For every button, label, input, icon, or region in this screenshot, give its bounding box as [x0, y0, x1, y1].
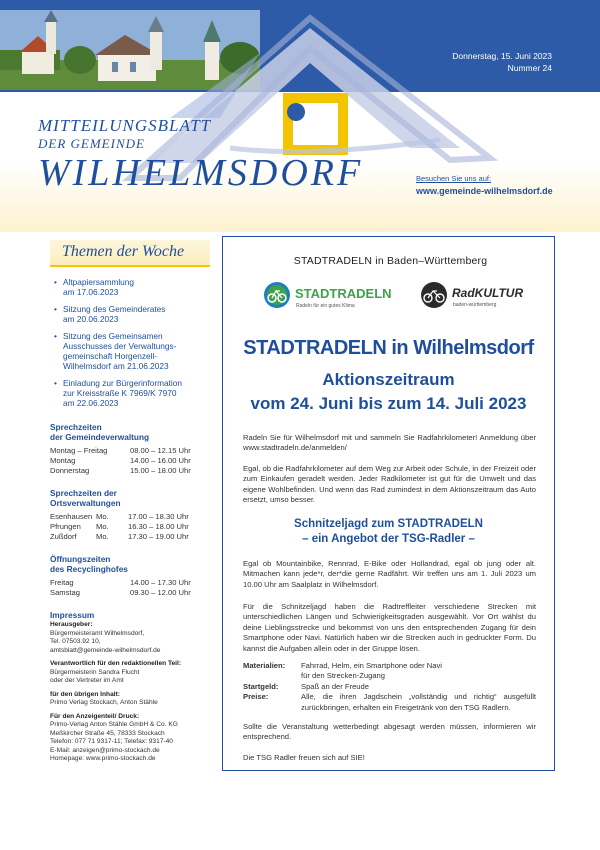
- impressum-line: Primo-Verlag Anton Stähle GmbH & Co. KG: [50, 721, 178, 728]
- paragraph-intro: Egal, ob die Radfahrkilometer auf dem Weg zur Arbeit oder Schule, in der Freizeit oder zum Einkaufen geradelt werden. Jeder Radkilometer ist gut für die Umwelt und das eigene Wohlbefinden. Und wenn das Rad zumindest in dem Aktionszeitraum das Auto ersetzt, umso besser.: [243, 464, 536, 505]
- paragraph-closing: Die TSG Radler freuen sich auf SIE!: [243, 753, 365, 762]
- recycling-heading: Öffnungszeiten des Recyclinghofes: [50, 554, 128, 574]
- time-row: Donnerstag 15.00 – 18.00 Uhr: [50, 466, 191, 475]
- article-subtitle-1: Aktionszeitraum: [322, 370, 455, 389]
- stadtradeln-logo-text: STADTRADELN: [295, 286, 392, 301]
- time-row: Esenhausen Mo. 17.00 – 18.30 Uhr: [50, 512, 189, 521]
- impressum-line: Bürgermeisterin Sandra Flucht: [50, 668, 140, 676]
- paragraph-registration: Radeln Sie für Wilhelmsdorf mit und sammeln Sie Radfahrkilometer! Anmeldung über www.stadtradeln.de/anmelden/: [243, 433, 536, 453]
- logo-panel: [253, 255, 528, 317]
- impressum-subhead: Verantwortlich für den redaktionellen Teil:: [50, 660, 182, 667]
- radkultur-logo-text: RadKULTUR: [452, 286, 524, 300]
- materials-list: [243, 661, 536, 713]
- paragraph-routes: Für die Schnitzeljagd haben die Radtreffleiter verschiedene Strecken mit unterschiedlichen Längen und Schwierigkeitsgraden ausgewählt. Vor Ort wählst du deine Lieblingsstrecke und bekommst von uns den entsprechenden Zugang für dein Smartphone oder Navi. Natürlich haben wir die Strecken auch in gedruckter Form. Du kannst die Aufgaben allein oder in der Gruppe lösen.: [243, 602, 536, 653]
- themen-title: Themen der Woche: [50, 240, 210, 267]
- impressum-subhead: für den übrigen Inhalt:: [50, 690, 120, 698]
- issue-date-block: [452, 50, 552, 74]
- materials-row: Preise: Alle, die ihren Jagdschein „vollständig und richtig“ ausgefüllt zurückbringen, erhalten ein Freigetränk von den TSG Radlern.: [243, 692, 536, 712]
- article-box: [222, 236, 555, 771]
- logo-panel-title: STADTRADELN in Baden–Württemberg: [293, 255, 488, 267]
- sidebar: [50, 240, 210, 764]
- paragraph-meeting: Egal ob Mountainbike, Rennrad, E-Bike oder Hollandrad, egal ob jung oder alt. Mitmachen kann jede*r, der*die gerne Radfährt. Wir treffen uns am 1. Juli 2023 um 10.00 Uhr am Saalplatz in Wilhelmsdorf.: [243, 559, 536, 589]
- issue-date: Donnerstag, 15. Juni 2023: [452, 51, 552, 61]
- themen-item[interactable]: • Einladung zur Bürgerinformation zur Kreisstraße K 7969/K 7970 am 22.06.2023: [54, 378, 210, 408]
- impressum-email[interactable]: amtsblatt@gemeinde-wilhelmsdorf.de: [50, 646, 161, 654]
- time-row: Samstag 09.30 – 12.00 Uhr: [50, 588, 191, 597]
- impressum-line: Bürgermeisteramt Wilhelmsdorf,: [50, 629, 145, 637]
- impressum-line: Meßkircher Straße 45, 78333 Stockach: [50, 729, 165, 737]
- materials-row: Materialien: Fahrrad, Helm, ein Smartphone oder Navi: [243, 661, 442, 670]
- sprechzeiten-gemeinde-heading: Sprechzeiten der Gemeindeverwaltung: [50, 422, 150, 442]
- themen-item[interactable]: • Sitzung des Gemeinderates am 20.06.2023: [54, 304, 210, 324]
- impressum-line: oder der Vertreter im Amt: [50, 677, 124, 684]
- materials-row: für den Strecken-Zugang: [301, 671, 386, 681]
- time-row: Montag – Freitag 08.00 – 12.15 Uhr: [50, 446, 191, 455]
- time-row: Montag 14.00 – 16.00 Uhr: [50, 456, 191, 465]
- radkultur-logo-sub: baden-württemberg: [453, 302, 497, 308]
- website-link[interactable]: www.gemeinde-wilhelmsdorf.de: [416, 186, 553, 196]
- article-title: STADTRADELN in Wilhelmsdorf: [243, 337, 534, 359]
- time-row: Pfrungen Mo. 16.30 – 18.00 Uhr: [50, 522, 189, 531]
- impressum-subhead: Herausgeber:: [50, 621, 93, 628]
- impressum-line: Primo Verlag Stockach, Anton Stähle: [50, 699, 158, 706]
- time-row: Freitag 14.00 – 17.30 Uhr: [50, 578, 191, 587]
- website-block: [416, 173, 553, 197]
- impressum-homepage[interactable]: Homepage: www.primo-stockach.de: [50, 755, 156, 762]
- impressum-heading: Impressum: [50, 610, 95, 620]
- themen-item[interactable]: • Sitzung des Gemeinsamen Ausschusses der Verwaltungs- gemeinschaft Horgenzell- Wilhelmsdorf am 21.06.2023: [54, 331, 210, 371]
- impressum-line: Tel. 07503.92 10,: [50, 638, 101, 645]
- impressum-email[interactable]: E-Mail: anzeigen@primo-stockach.de: [50, 746, 160, 754]
- sprechzeiten-ort-heading: Sprechzeiten der Ortsverwaltungen: [50, 488, 121, 508]
- issue-number: Nummer 24: [507, 63, 552, 73]
- impressum-subhead: Für den Anzeigenteil/ Druck:: [50, 712, 140, 720]
- themen-item[interactable]: • Altpapiersammlung am 17.06.2023: [54, 277, 210, 297]
- impressum-line: Telefon: 077 71 9317-11; Telefax: 9317-40: [50, 738, 173, 745]
- stadtradeln-logo-sub: Radeln für ein gutes Klima: [296, 303, 355, 309]
- masthead-title: [38, 116, 363, 195]
- stadtradeln-logo: [263, 277, 393, 313]
- themen-list: [50, 277, 210, 408]
- materials-row: Startgeld: Spaß an der Freude: [243, 681, 369, 691]
- title-line-wilhelmsdorf: WILHELMSDORF: [38, 152, 364, 194]
- schnitzeljagd-heading: Schnitzeljagd zum STADTRADELN – ein Angebot der TSG-Radler –: [294, 518, 483, 545]
- website-label: Besuchen Sie uns auf:: [416, 174, 492, 183]
- article-subtitle-2: vom 24. Juni bis zum 14. Juli 2023: [250, 394, 527, 413]
- masthead-header: [0, 0, 600, 232]
- time-row: Zußdorf Mo. 17.30 – 19.00 Uhr: [50, 532, 189, 541]
- title-line-der-gemeinde: DER GEMEINDE: [38, 136, 145, 151]
- title-line-mitteilungsblatt: MITTEILUNGSBLATT: [38, 116, 212, 135]
- paragraph-weather: Sollte die Veranstaltung wetterbedingt abgesagt werden müssen, informieren wir entsprechend.: [243, 722, 536, 742]
- radkultur-logo: [418, 277, 528, 313]
